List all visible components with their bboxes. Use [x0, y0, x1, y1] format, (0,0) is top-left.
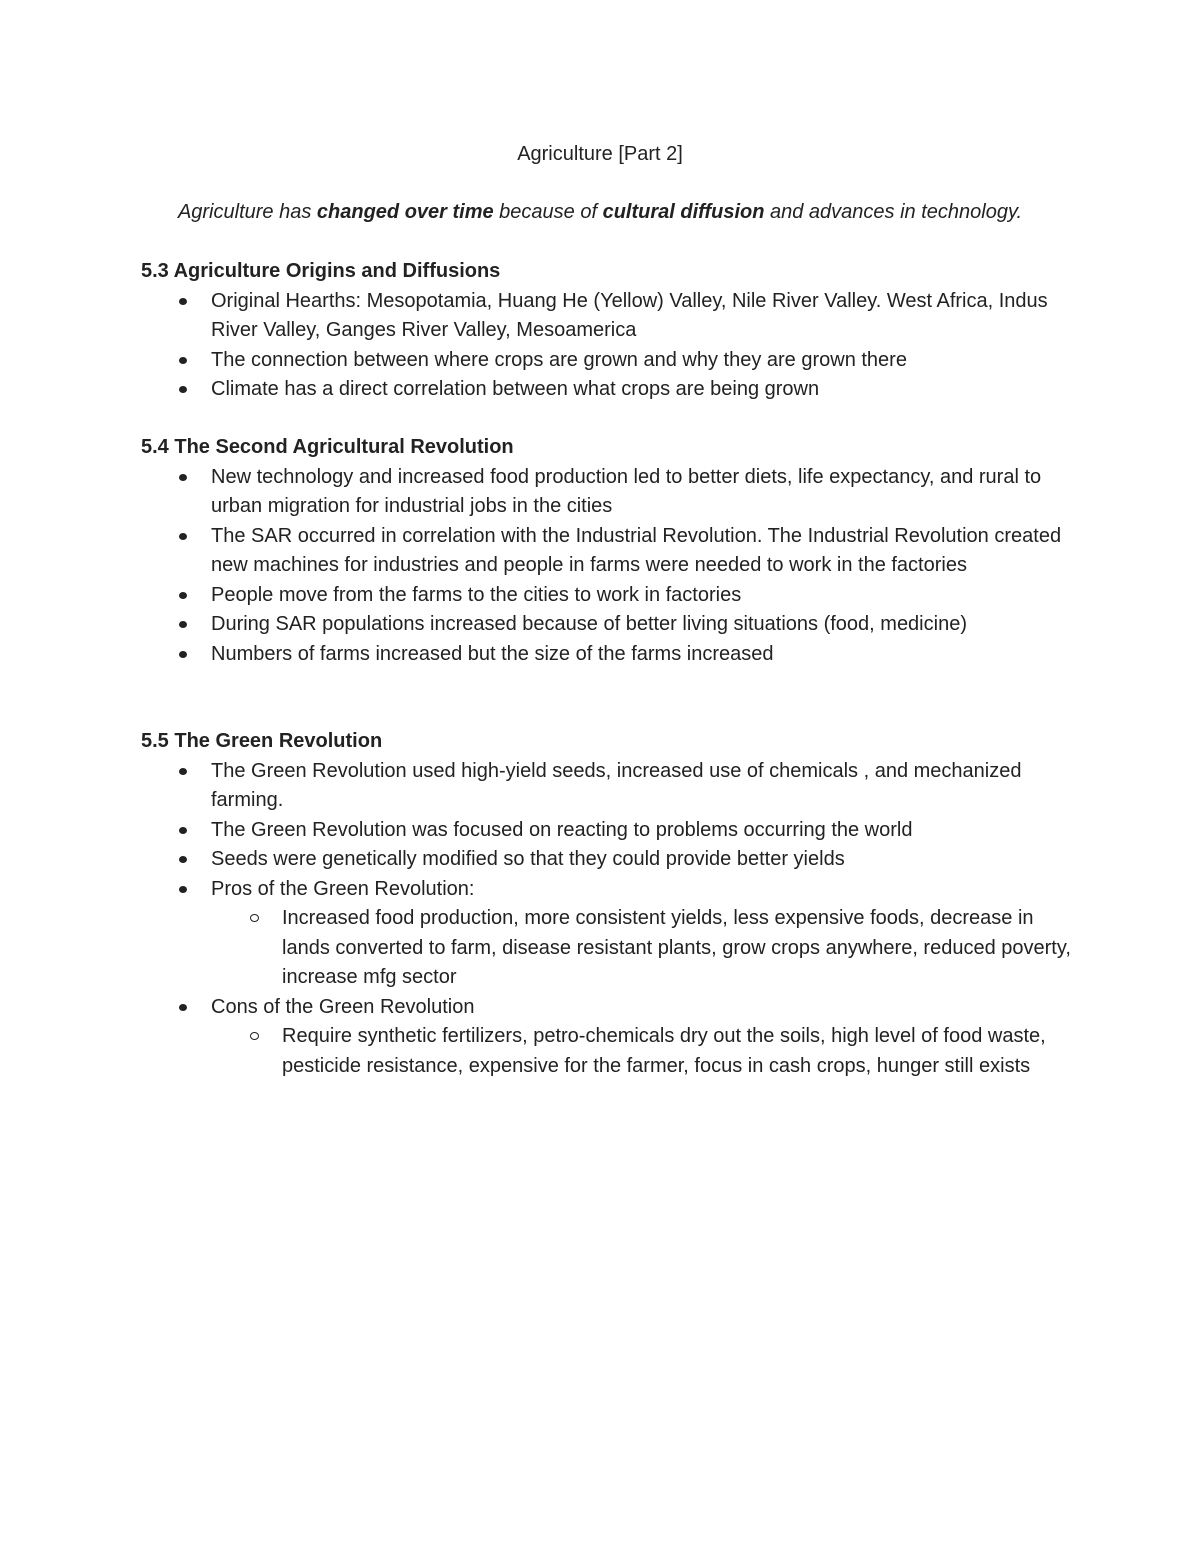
- list-item: [141, 993, 1071, 1082]
- bullet-icon: [179, 621, 187, 628]
- bullet-icon: [179, 298, 187, 305]
- section-heading: 5.4 The Second Agricultural Revolution: [141, 436, 514, 458]
- list-item: [141, 346, 1071, 376]
- list-item-text: Seeds were genetically modified so that they could provide better yields: [211, 848, 845, 870]
- bullet-icon: [179, 533, 187, 540]
- thesis-text-3: and advances in technology.: [764, 201, 1023, 223]
- bullet-list: [141, 757, 1071, 1082]
- list-item: [141, 581, 1071, 611]
- section-5-5: [141, 727, 1071, 1081]
- thesis-text-1: Agriculture has: [177, 201, 317, 223]
- bullet-icon: [179, 592, 187, 599]
- list-item: [141, 375, 1071, 405]
- list-item-text: During SAR populations increased because of better living situations (food, medicine): [211, 613, 967, 635]
- bullet-icon: [179, 386, 187, 393]
- thesis-bold-1: changed over time: [316, 201, 494, 223]
- list-item: [141, 640, 1071, 670]
- list-item: [141, 287, 1071, 346]
- bullet-icon: [179, 856, 187, 863]
- bullet-list: [141, 463, 1071, 670]
- bullet-icon: [179, 651, 187, 658]
- list-item-text: The Green Revolution was focused on reacting to problems occurring the world: [211, 818, 913, 841]
- thesis-bold-2: cultural diffusion: [602, 201, 765, 223]
- page-title: Agriculture [Part 2]: [517, 143, 683, 165]
- thesis-statement: [0, 198, 1200, 228]
- bullet-icon: [179, 886, 187, 893]
- list-item-text: The Green Revolution used high-yield seeds, increased use of chemicals , and mechanized farming.: [211, 759, 1022, 811]
- list-item: [141, 816, 1071, 846]
- list-item-text: People move from the farms to the cities to work in factories: [211, 583, 742, 606]
- list-item: [141, 522, 1071, 581]
- sub-bullet-list: [211, 1022, 1071, 1081]
- list-item-text: New technology and increased food production led to better diets, life expectancy, and rural to urban migration for industrial jobs in the cities: [211, 465, 1042, 517]
- section-heading: 5.5 The Green Revolution: [141, 730, 383, 752]
- list-item-text: Numbers of farms increased but the size of the farms increased: [211, 642, 774, 665]
- bullet-icon: [179, 1004, 187, 1011]
- bullet-icon: [179, 357, 187, 364]
- list-item: [141, 845, 1071, 875]
- bullet-icon: [179, 768, 187, 775]
- sub-list-item-text: Increased food production, more consistent yields, less expensive foods, decrease in lands converted to farm, disease resistant plants, grow crops anywhere, reduced poverty, increase mfg sector: [282, 907, 1071, 988]
- bullet-icon: [179, 474, 187, 481]
- sub-bullet-list: [211, 904, 1071, 993]
- section-5-4: [141, 433, 1071, 669]
- sub-list-item-text: Require synthetic fertilizers, petro-chemicals dry out the soils, high level of food waste, pesticide resistance, expensive for the farmer, focus in cash crops, hunger still exists: [282, 1025, 1046, 1077]
- thesis-text-2: because of: [493, 201, 603, 223]
- list-item-text: The connection between where crops are grown and why they are grown there: [211, 348, 907, 371]
- list-item-text: Pros of the Green Revolution:: [211, 877, 475, 900]
- circle-bullet-icon: [250, 1032, 259, 1040]
- list-item-text: Original Hearths: Mesopotamia, Huang He (Yellow) Valley, Nile River Valley. West Africa, Indus River Valley, Ganges River Valley, Mesoamerica: [211, 289, 1048, 341]
- list-item-text: Cons of the Green Revolution: [211, 995, 475, 1018]
- list-item: [141, 463, 1071, 522]
- list-item: [141, 610, 1071, 640]
- list-item-text: The SAR occurred in correlation with the Industrial Revolution. The Industrial Revolution created new machines for industries and people in farms were needed to work in the factories: [211, 524, 1062, 576]
- circle-bullet-icon: [250, 914, 259, 922]
- sub-list-item: [211, 1022, 1071, 1081]
- list-item: [141, 875, 1071, 993]
- list-item: [141, 757, 1071, 816]
- section-heading: 5.3 Agriculture Origins and Diffusions: [141, 260, 501, 282]
- bullet-icon: [179, 827, 187, 834]
- section-5-3: [141, 257, 1071, 405]
- bullet-list: [141, 287, 1071, 405]
- sub-list-item: [211, 904, 1071, 993]
- list-item-text: Climate has a direct correlation between what crops are being grown: [211, 378, 820, 400]
